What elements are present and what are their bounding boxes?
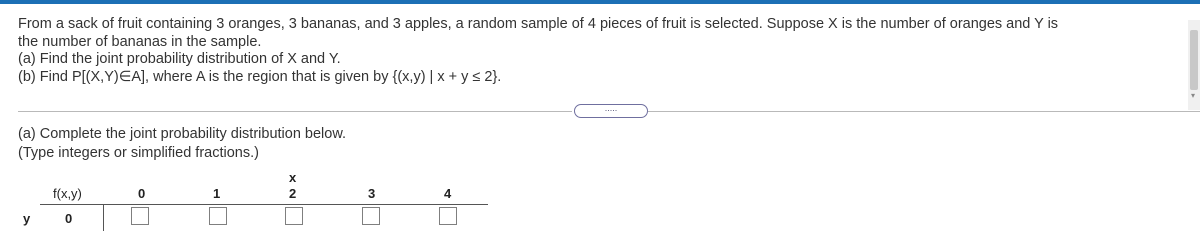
section-divider-left bbox=[18, 111, 572, 112]
x-value-header: 3 bbox=[368, 186, 376, 201]
problem-statement bbox=[18, 16, 1183, 86]
chevron-down-icon[interactable]: ▾ bbox=[1191, 91, 1196, 100]
table-corner-label: f(x,y) bbox=[53, 186, 82, 201]
instructions-line-2: (Type integers or simplified fractions.) bbox=[18, 144, 259, 161]
y-value-header: 0 bbox=[65, 211, 73, 226]
answer-input-x2-y0[interactable] bbox=[285, 207, 303, 225]
x-value-header: 2 bbox=[289, 186, 297, 201]
problem-text-line-1: From a sack of fruit containing 3 oranges, 3 bananas, and 3 apples, a random sample of 4 pieces of fruit is selected. Suppose X is the number of oranges and Y is bbox=[18, 16, 1059, 32]
scrollbar-thumb[interactable] bbox=[1190, 30, 1198, 90]
instructions-line-1: (a) Complete the joint probability distribution below. bbox=[18, 126, 347, 142]
answer-input-x1-y0[interactable] bbox=[209, 207, 227, 225]
top-accent-bar bbox=[0, 0, 1200, 4]
y-axis-label: y bbox=[23, 211, 31, 226]
answer-input-x3-y0[interactable] bbox=[362, 207, 380, 225]
problem-part-a: (a) Find the joint probability distribution of X and Y. bbox=[18, 51, 341, 67]
x-value-header: 4 bbox=[444, 186, 452, 201]
answer-input-x4-y0[interactable] bbox=[439, 207, 457, 225]
table-row-header-rule bbox=[103, 205, 104, 231]
answer-input-x0-y0[interactable] bbox=[131, 207, 149, 225]
expand-details-button[interactable]: ..... bbox=[574, 104, 648, 118]
table-header-rule bbox=[40, 204, 488, 205]
problem-text-line-2: the number of bananas in the sample. bbox=[18, 33, 262, 50]
x-axis-label: x bbox=[289, 170, 297, 185]
instructions bbox=[18, 125, 346, 162]
section-divider-right bbox=[648, 111, 1200, 112]
problem-part-b: (b) Find P[(X,Y)∈A], where A is the region that is given by {(x,y) | x + y ≤ 2}. bbox=[18, 68, 502, 85]
x-value-header: 1 bbox=[213, 186, 221, 201]
x-value-header: 0 bbox=[138, 186, 146, 201]
